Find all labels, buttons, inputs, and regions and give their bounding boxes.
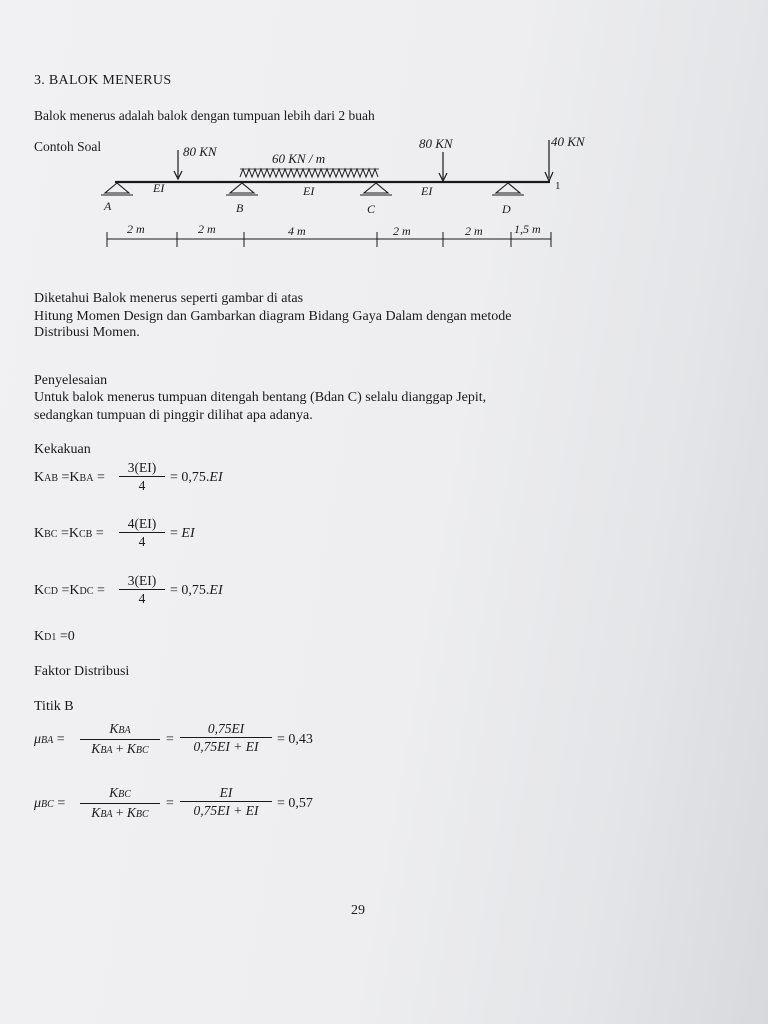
given-line-2: Hitung Momen Design dan Gambarkan diagram Bidang Gaya Dalam dengan metode xyxy=(34,309,512,324)
support-d-icon xyxy=(492,183,524,195)
dimension-line xyxy=(107,232,551,247)
stiffness-bc-lhs: KBC =KCB = xyxy=(34,526,104,541)
stiffness-ab-lhs: KAB =KBA = xyxy=(34,470,105,485)
point-load-arrow-1 xyxy=(174,150,182,179)
stiffness-cd-fraction: 3(EI) 4 xyxy=(119,573,165,606)
load-label-p1: 80 KN xyxy=(183,144,217,159)
stiffness-cd-lhs: KCD =KDC = xyxy=(34,583,105,598)
dim-label-1: 2 m xyxy=(127,222,145,236)
stiffness-cd-rhs: = 0,75.EI xyxy=(170,583,223,598)
stiffness-d1: KD1 =0 xyxy=(34,629,75,644)
mu-bc-fraction-1: KBC KBA + KBC xyxy=(80,785,160,822)
dim-label-2: 2 m xyxy=(198,222,216,236)
support-c-icon xyxy=(360,183,392,195)
load-label-p2: 80 KN xyxy=(419,136,453,151)
example-label: Contoh Soal xyxy=(34,139,102,154)
support-label-a: A xyxy=(104,199,112,213)
ei-label-bc: EI xyxy=(303,184,315,198)
solution-title: Penyelesaian xyxy=(34,373,108,388)
mu-ba-lhs: μBA = xyxy=(34,732,65,747)
stiffness-ab-fraction: 3(EI) 4 xyxy=(119,460,165,493)
stiffness-bc-rhs: = EI xyxy=(170,526,195,541)
distributed-load-zigzag xyxy=(240,169,379,177)
stiffness-title: Kekakuan xyxy=(34,442,91,457)
mu-bc-result: = 0,57 xyxy=(277,796,313,811)
intro-text: Balok menerus adalah balok dengan tumpuan lebih dari 2 buah xyxy=(34,108,375,123)
distribution-title: Faktor Distribusi xyxy=(34,664,130,679)
point-load-arrow-2 xyxy=(439,152,447,181)
dim-label-3: 4 m xyxy=(288,224,306,238)
mu-bc-lhs: μBC = xyxy=(34,796,66,811)
page-number: 29 xyxy=(351,903,365,918)
solution-line-2: sedangkan tumpuan di pinggir dilihat apa adanya. xyxy=(34,408,313,423)
mu-bc-fraction-2: EI 0,75EI + EI xyxy=(180,785,272,818)
distribution-point: Titik B xyxy=(34,699,74,714)
ei-label-ab: EI xyxy=(153,181,165,195)
support-b-icon xyxy=(226,183,258,195)
section-heading: 3. BALOK MENERUS xyxy=(34,73,172,88)
load-label-p3: 40 KN xyxy=(551,134,585,149)
ei-label-cd: EI xyxy=(421,184,433,198)
support-a-icon xyxy=(101,183,133,195)
mu-ba-fraction-1: KBA KBA + KBC xyxy=(80,721,160,758)
support-label-c: C xyxy=(367,202,376,216)
solution-line-1: Untuk balok menerus tumpuan ditengah bentang (Bdan C) selalu dianggap Jepit, xyxy=(34,390,487,405)
beam-diagram xyxy=(95,132,585,257)
dim-label-4: 2 m xyxy=(393,224,411,238)
load-label-q: 60 KN / m xyxy=(272,151,326,166)
stiffness-ab-rhs: = 0,75.EI xyxy=(170,470,223,485)
given-line-1: Diketahui Balok menerus seperti gambar di atas xyxy=(34,291,304,306)
mu-bc-eq2: = xyxy=(166,796,174,811)
stiffness-bc-fraction: 4(EI) 4 xyxy=(119,516,165,549)
given-line-3: Distribusi Momen. xyxy=(34,325,140,340)
support-label-b: B xyxy=(236,201,244,215)
support-label-d: D xyxy=(502,202,511,216)
dim-label-5: 2 m xyxy=(465,224,483,238)
mu-ba-result: = 0,43 xyxy=(277,732,313,747)
end-label: 1 xyxy=(555,180,561,192)
dim-label-6: 1,5 m xyxy=(514,222,541,236)
mu-ba-fraction-2: 0,75EI 0,75EI + EI xyxy=(180,721,272,754)
mu-ba-eq2: = xyxy=(166,732,174,747)
